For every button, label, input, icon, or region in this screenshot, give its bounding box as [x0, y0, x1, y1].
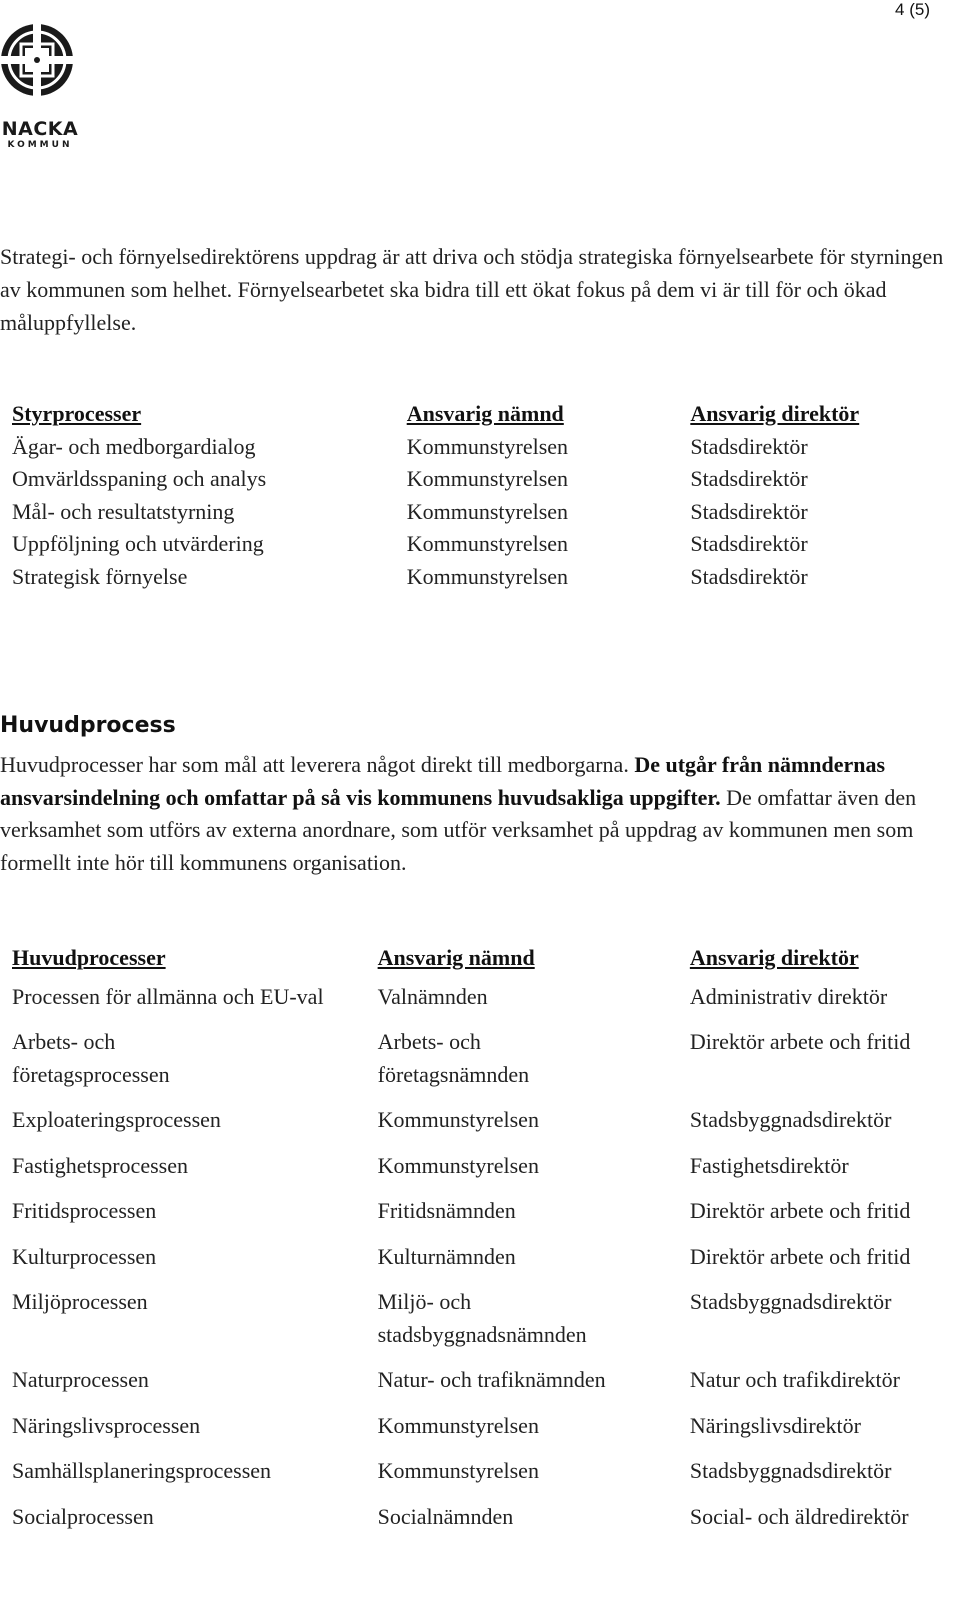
director-cell: Direktör arbete och fritid [689, 1243, 911, 1269]
table-header-row [12, 398, 960, 431]
table-row [12, 1410, 960, 1456]
committee-cell: Natur- och trafiknämnden [377, 1367, 606, 1392]
nacka-kommun-logo [0, 20, 80, 150]
section-heading: Huvudprocess [0, 713, 176, 738]
director-cell: Social- och äldredirektör [689, 1503, 909, 1529]
process-cell: Socialprocessen [12, 1503, 154, 1529]
director-cell: Direktör arbete och fritid [689, 1198, 911, 1223]
table-row [12, 981, 960, 1027]
process-cell: Miljöprocessen [12, 1289, 148, 1314]
director-cell: Fastighetsdirektör [689, 1152, 849, 1178]
table-row [12, 1501, 960, 1547]
director-cell: Natur och trafikdirektör [689, 1367, 900, 1392]
column-header: Ansvarig direktör [689, 945, 859, 970]
table-row [12, 1150, 960, 1196]
table-row [12, 1455, 960, 1501]
process-cell: Arbets- och företagsprocessen [12, 1029, 170, 1087]
process-cell: Näringslivsprocessen [12, 1412, 201, 1438]
logo-subname: KOMMUN [7, 140, 73, 150]
director-cell: Stadsbyggnadsdirektör [689, 1289, 892, 1314]
main-process-table [12, 942, 960, 1546]
committee-cell: Miljö- och stadsbyggnadsnämnden [377, 1289, 587, 1347]
committee-cell: Kommunstyrelsen [377, 1458, 539, 1483]
director-cell: Stadsdirektör [690, 466, 808, 491]
director-cell: Näringslivsdirektör [689, 1412, 861, 1438]
committee-cell: Kommunstyrelsen [406, 563, 569, 589]
committee-cell: Kommunstyrelsen [377, 1152, 539, 1178]
process-cell: Kulturprocessen [12, 1243, 157, 1269]
paragraph-text: Huvudprocesser har som mål att leverera något direkt till medborgarna. [0, 752, 635, 777]
director-cell: Stadsdirektör [690, 531, 808, 556]
steering-process-table [12, 398, 960, 593]
process-cell: Fritidsprocessen [12, 1198, 157, 1223]
process-cell: Mål- och resultatstyrning [12, 498, 235, 524]
column-header: Huvudprocesser [12, 945, 166, 970]
table-row [12, 561, 960, 594]
table-row [12, 1026, 960, 1104]
paragraph-text: De omfattar även den verksamhet som utförs av externa anordnare, som utför verksamhet på uppdrag av kommunen men som formellt inte hör till kommunens organisation. [0, 784, 917, 875]
process-cell: Uppföljning och utvärdering [12, 531, 264, 556]
column-header: Ansvarig nämnd [377, 945, 535, 970]
committee-cell: Kommunstyrelsen [377, 1412, 539, 1438]
table-row [12, 431, 960, 464]
director-cell: Stadsbyggnadsdirektör [689, 1107, 892, 1132]
table-row [12, 1195, 960, 1241]
director-cell: Stadsbyggnadsdirektör [689, 1458, 892, 1483]
column-header: Ansvarig direktör [690, 401, 860, 426]
logo-name: NACKA [1, 118, 79, 140]
committee-cell: Kommunstyrelsen [406, 531, 569, 556]
director-cell: Administrativ direktör [689, 983, 888, 1009]
intro-paragraph: Strategi- och förnyelsedirektörens uppdrag är att driva och stödja strategiska förnyelsearbete för styrningen av kommunen som helhet. Förnyelsearbetet ska bidra till ett ökat fokus på dem vi är till för och ökad måluppfyllelse. [0, 244, 944, 335]
process-cell: Exploateringsprocessen [12, 1107, 221, 1132]
director-cell: Stadsdirektör [690, 498, 808, 524]
director-cell: Stadsdirektör [690, 433, 808, 459]
table-row [12, 1104, 960, 1150]
table-row [12, 1364, 960, 1410]
committee-cell: Fritidsnämnden [377, 1198, 516, 1223]
committee-cell: Arbets- och företagsnämnden [377, 1029, 530, 1087]
process-cell: Strategisk förnyelse [12, 563, 188, 589]
committee-cell: Valnämnden [377, 983, 488, 1009]
column-header: Styrprocesser [12, 401, 142, 426]
table-row [12, 1286, 960, 1364]
committee-cell: Kommunstyrelsen [406, 433, 569, 459]
table-row [12, 496, 960, 529]
section-paragraph [0, 749, 945, 879]
committee-cell: Kommunstyrelsen [377, 1107, 539, 1132]
process-cell: Omvärldsspaning och analys [12, 466, 267, 491]
process-cell: Naturprocessen [12, 1367, 149, 1392]
committee-cell: Socialnämnden [377, 1503, 514, 1529]
process-cell: Fastighetsprocessen [12, 1152, 188, 1178]
director-cell: Stadsdirektör [690, 563, 808, 589]
committee-cell: Kommunstyrelsen [406, 466, 569, 491]
table-row [12, 463, 960, 496]
page-number: 4 (5) [895, 0, 930, 19]
director-cell: Direktör arbete och fritid [689, 1029, 911, 1054]
table-row [12, 528, 960, 561]
table-row [12, 1241, 960, 1287]
committee-cell: Kommunstyrelsen [406, 498, 569, 524]
column-header: Ansvarig nämnd [406, 401, 564, 426]
process-cell: Ägar- och medborgardialog [12, 433, 256, 459]
table-header-row [12, 942, 960, 981]
committee-cell: Kulturnämnden [377, 1243, 516, 1269]
logo-emblem-icon [0, 20, 80, 100]
paragraph-bold-text: De utgår från nämndernas ansvarsindelning och omfattar på så vis kommunens huvudsakliga uppgifter. [0, 752, 886, 810]
process-cell: Samhällsplaneringsprocessen [12, 1458, 272, 1483]
process-cell: Processen för allmänna och EU-val [12, 983, 324, 1009]
